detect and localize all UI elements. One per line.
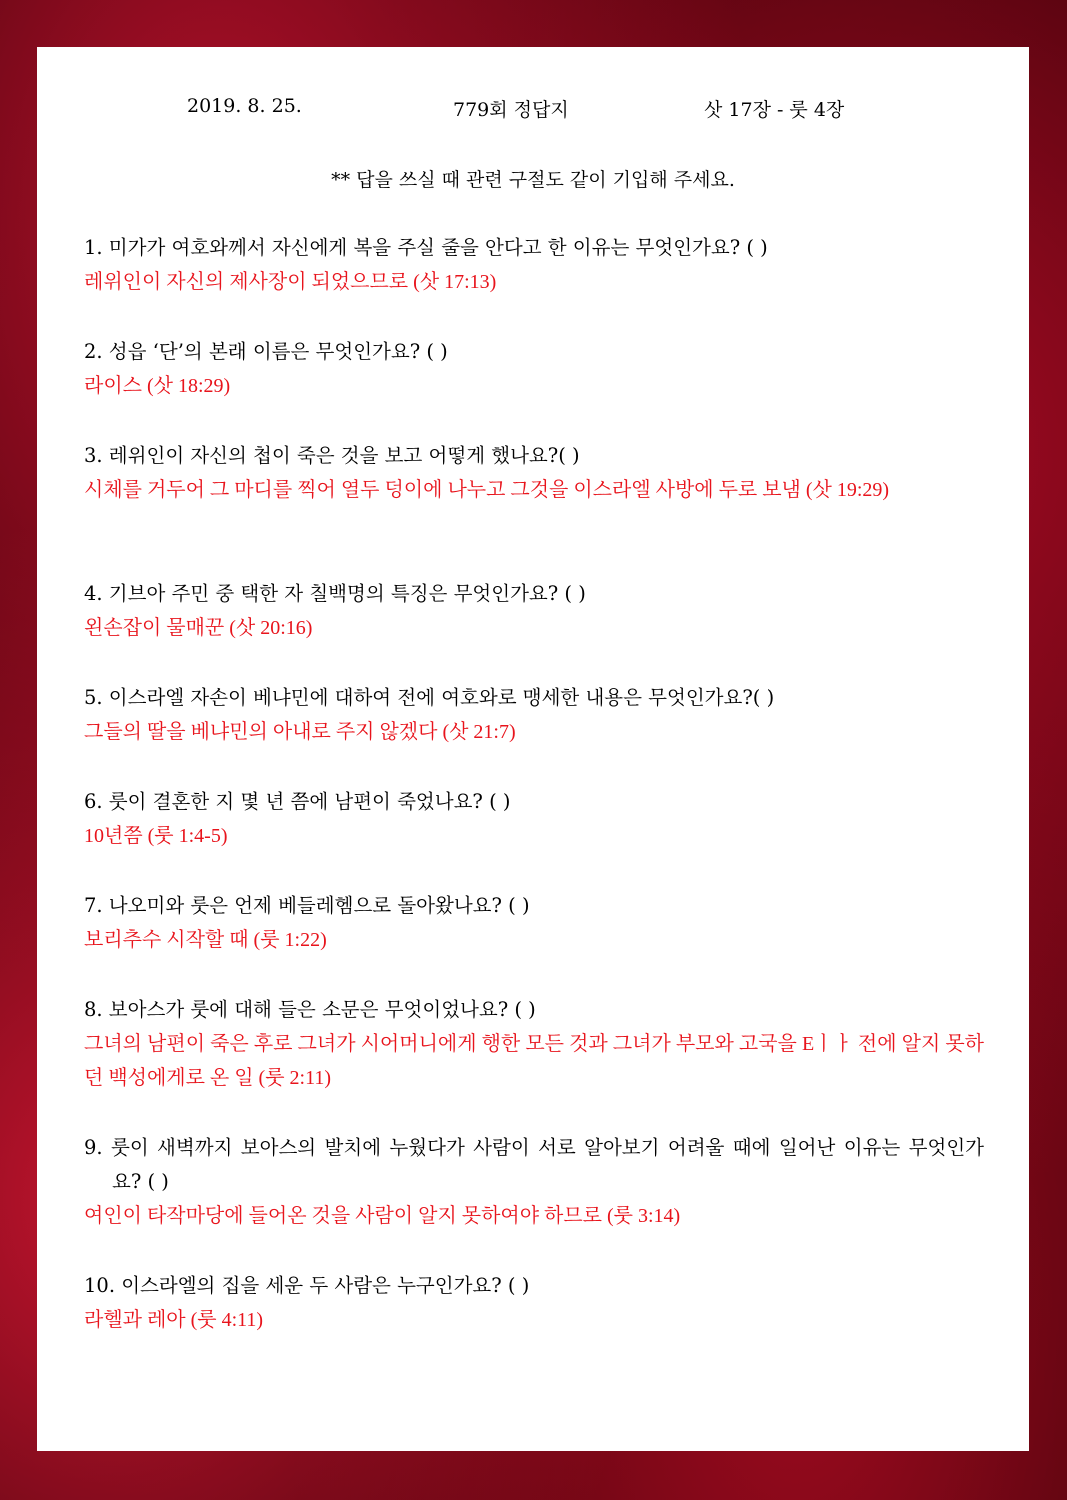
answer-text: 그들의 딸을 베냐민의 아내로 주지 않겠다 (삿 21:7)	[84, 721, 516, 743]
answer-text: 시체를 거두어 그 마디를 찍어 열두 덩이에 나누고 그것을 이스라엘 사방에 두로 보냄 (삿 19:29)	[84, 479, 890, 501]
header-date: 2019. 8. 25.	[187, 95, 302, 117]
sheet-header	[37, 95, 1029, 119]
question-text: 1. 미가가 여호와께서 자신에게 복을 주실 줄을 안다고 한 이유는 무엇인가요? ( )	[84, 236, 768, 259]
qa-item-8	[84, 993, 984, 1095]
question-text: 3. 레위인이 자신의 첩이 죽은 것을 보고 어떻게 했나요?( )	[84, 444, 580, 467]
qa-item-10	[84, 1269, 984, 1337]
qa-item-2	[84, 335, 984, 403]
header-range: 삿 17장 - 룻 4장	[704, 99, 845, 121]
qa-item-3	[84, 439, 984, 507]
answer-text: 그녀의 남편이 죽은 후로 그녀가 시어머니에게 행한 모든 것과 그녀가 부모와 고국을 Eㅣㅏ 전에 알지 못하던 백성에게로 온 일 (룻 2:11)	[84, 1033, 984, 1089]
answer-text: 10년쯤 (룻 1:4-5)	[84, 825, 228, 847]
answer-sheet	[37, 47, 1029, 1451]
qa-item-5	[84, 681, 984, 749]
question-text: 6. 룻이 결혼한 지 몇 년 쯤에 남편이 죽었나요? ( )	[84, 790, 511, 813]
question-text: 2. 성읍 ‘단’의 본래 이름은 무엇인가요? ( )	[84, 340, 448, 363]
qa-item-1	[84, 231, 984, 299]
qa-item-9	[84, 1131, 984, 1233]
answer-text: 여인이 타작마당에 들어온 것을 사람이 알지 못하여야 하므로 (룻 3:14)	[84, 1205, 681, 1227]
instruction-note: ** 답을 쓰실 때 관련 구절도 같이 기입해 주세요.	[331, 169, 735, 191]
answer-text: 라이스 (삿 18:29)	[84, 375, 231, 397]
answer-text: 레위인이 자신의 제사장이 되었으므로 (삿 17:13)	[84, 271, 497, 293]
question-text: 9. 룻이 새벽까지 보아스의 발치에 누웠다가 사람이 서로 알아보기 어려울 때에 일어난 이유는 무엇인가요? ( )	[84, 1136, 984, 1193]
answer-text: 왼손잡이 물매꾼 (삿 20:16)	[84, 617, 313, 639]
answer-text: 라헬과 레아 (룻 4:11)	[84, 1309, 264, 1331]
qa-item-4	[84, 577, 984, 645]
question-text: 8. 보아스가 룻에 대해 들은 소문은 무엇이었나요? ( )	[84, 998, 536, 1021]
answer-text: 보리추수 시작할 때 (룻 1:22)	[84, 929, 327, 951]
header-round: 779회 정답지	[453, 99, 569, 121]
question-text: 5. 이스라엘 자손이 베냐민에 대하여 전에 여호와로 맹세한 내용은 무엇인가요?( )	[84, 686, 775, 709]
qa-item-6	[84, 785, 984, 853]
question-text: 4. 기브아 주민 중 택한 자 칠백명의 특징은 무엇인가요? ( )	[84, 582, 586, 605]
question-text: 10. 이스라엘의 집을 세운 두 사람은 누구인가요? ( )	[84, 1274, 530, 1297]
question-text: 7. 나오미와 룻은 언제 베들레헴으로 돌아왔나요? ( )	[84, 894, 530, 917]
qa-item-7	[84, 889, 984, 957]
